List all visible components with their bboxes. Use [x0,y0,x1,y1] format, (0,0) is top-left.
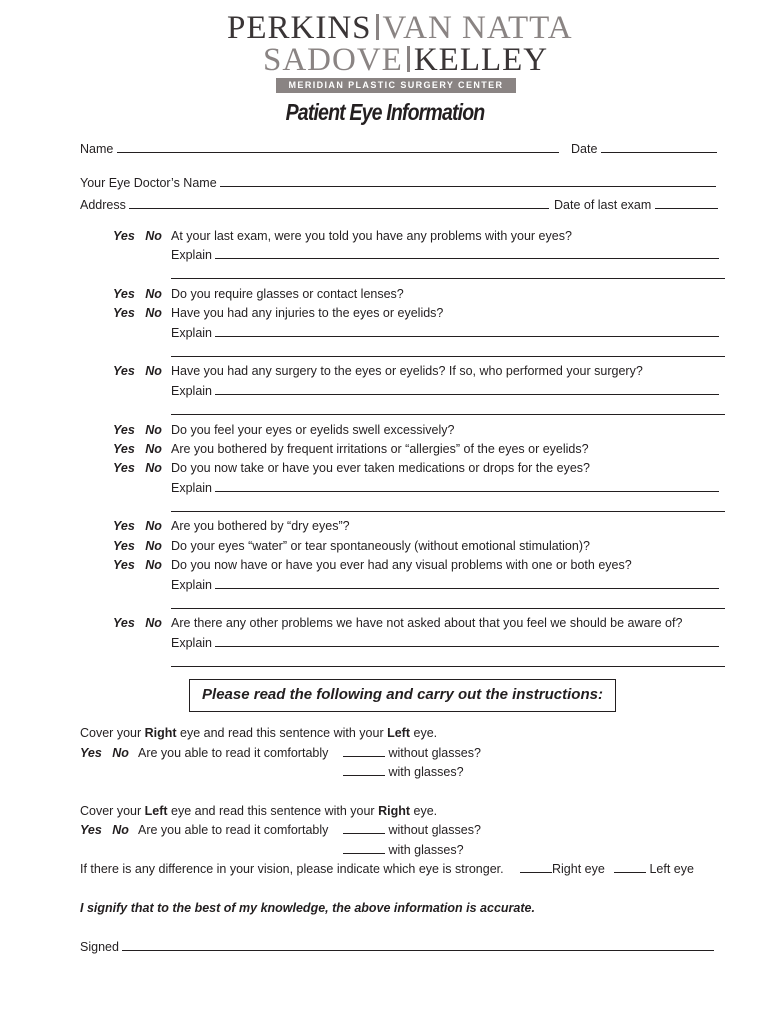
question-3: Have you had any injuries to the eyes or eyelids? [171,306,444,320]
yes-no-read-1[interactable]: Yes No [80,746,129,760]
question-2: Do you require glasses or contact lenses? [171,287,404,301]
yes-no-q1[interactable]: Yes No [113,229,162,243]
signature-field[interactable]: Signed [80,939,714,956]
answer-line[interactable] [171,414,725,415]
yes-no-q9[interactable]: Yes No [113,539,162,553]
yes-no-q10[interactable]: Yes No [113,558,162,572]
yes-no-q2[interactable]: Yes No [113,287,162,301]
practice-logo [0,10,770,94]
right-eye-field[interactable]: Right eye [520,861,605,878]
cover-left-instruction: Cover your Left eye and read this sentence with your Right eye. [80,804,438,818]
answer-line[interactable] [171,666,725,667]
explain-field[interactable]: Explain [171,383,719,400]
explain-field[interactable]: Explain [171,635,719,652]
address-field[interactable]: Address [80,197,549,214]
name-field[interactable]: Name [80,141,559,158]
instructions-box: Please read the following and carry out the instructions: [189,679,616,712]
eye-doctor-field[interactable]: Your Eye Doctor’s Name [80,175,716,192]
with-glasses-field-2[interactable]: with glasses? [343,842,464,859]
page-title: Patient Eye Information [285,99,485,125]
without-glasses-field-1[interactable]: without glasses? [343,745,481,762]
question-10: Do you now have or have you ever had any visual problems with one or both eyes? [171,558,632,572]
question-7: Do you now take or have you ever taken medications or drops for the eyes? [171,461,590,475]
logo-banner: MERIDIAN PLASTIC SURGERY CENTER [276,78,516,93]
logo-line-2: SADOVE KELLEY [263,42,549,78]
question-1: At your last exam, were you told you have any problems with your eyes? [171,229,572,243]
yes-no-q4[interactable]: Yes No [113,364,162,378]
yes-no-q11[interactable]: Yes No [113,616,162,630]
explain-field[interactable]: Explain [171,325,719,342]
answer-line[interactable] [171,356,725,357]
question-11: Are there any other problems we have not asked about that you feel we should be aware of? [171,616,683,630]
yes-no-read-2[interactable]: Yes No [80,823,129,837]
question-4: Have you had any surgery to the eyes or eyelids? If so, who performed your surgery? [171,364,643,378]
question-8: Are you bothered by “dry eyes”? [171,519,350,533]
without-glasses-field-2[interactable]: without glasses? [343,822,481,839]
stronger-eye-question: If there is any difference in your vision, please indicate which eye is stronger. [80,862,504,876]
attestation: I signify that to the best of my knowledge, the above information is accurate. [80,901,535,915]
explain-field[interactable]: Explain [171,247,719,264]
yes-no-q6[interactable]: Yes No [113,442,162,456]
answer-line[interactable] [171,608,725,609]
answer-line[interactable] [171,511,725,512]
question-5: Do you feel your eyes or eyelids swell excessively? [171,423,455,437]
question-9: Do your eyes “water” or tear spontaneously (without emotional stimulation)? [171,539,590,553]
explain-field[interactable]: Explain [171,577,719,594]
date-field[interactable]: Date [571,141,717,158]
last-exam-field[interactable]: Date of last exam [554,197,718,214]
yes-no-q5[interactable]: Yes No [113,423,162,437]
explain-field[interactable]: Explain [171,480,719,497]
cover-right-instruction: Cover your Right eye and read this sentence with your Left eye. [80,726,438,740]
answer-line[interactable] [171,278,725,279]
question-6: Are you bothered by frequent irritations or “allergies” of the eyes or eyelids? [171,442,589,456]
read-question-2: Are you able to read it comfortably [138,823,329,837]
yes-no-q7[interactable]: Yes No [113,461,162,475]
yes-no-q3[interactable]: Yes No [113,306,162,320]
yes-no-q8[interactable]: Yes No [113,519,162,533]
read-question-1: Are you able to read it comfortably [138,746,329,760]
logo-line-1: PERKINS VAN NATTA [227,10,573,46]
with-glasses-field-1[interactable]: with glasses? [343,764,464,781]
left-eye-field[interactable]: Left eye [614,861,694,878]
